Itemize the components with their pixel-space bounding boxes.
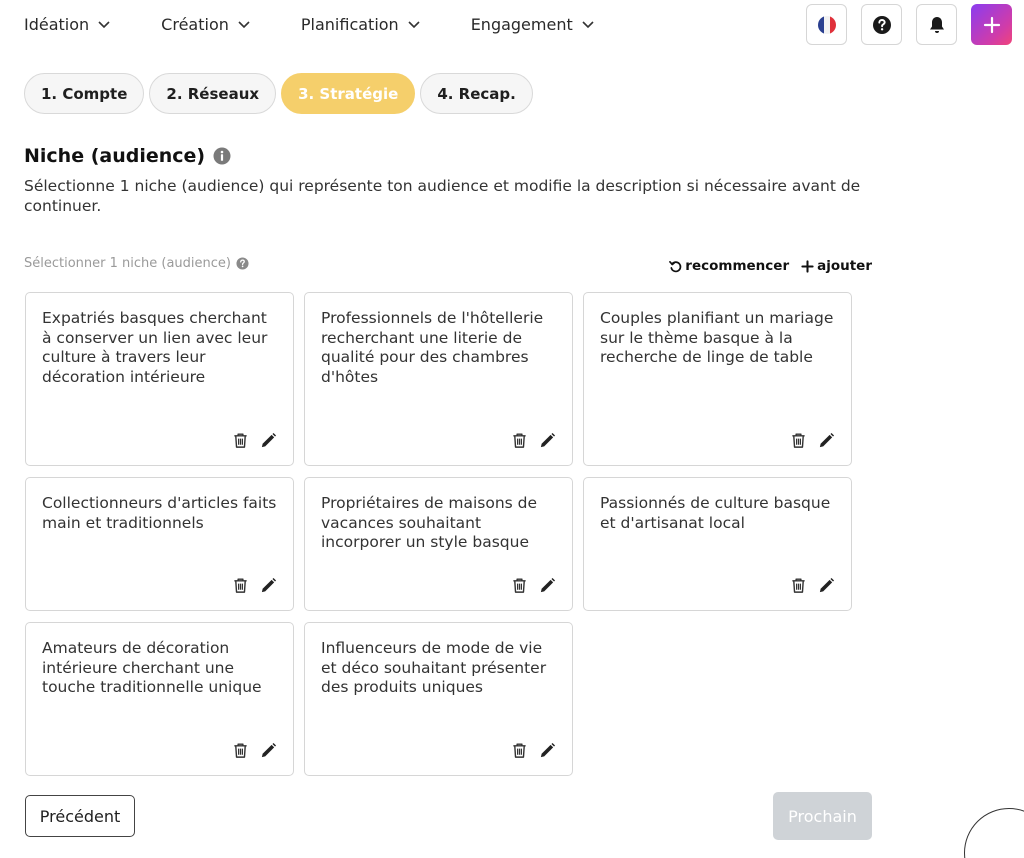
section-title-text: Niche (audience)	[24, 145, 206, 167]
top-navigation	[24, 10, 645, 38]
decorative-arc	[964, 808, 1024, 858]
notifications-button[interactable]	[916, 4, 957, 45]
niche-card[interactable]	[25, 622, 294, 776]
trash-icon	[232, 742, 249, 759]
pencil-icon	[260, 577, 277, 594]
edit-button[interactable]	[259, 741, 277, 759]
niche-card-text: Amateurs de décoration intérieure cherchant une touche traditionnelle unique	[42, 639, 262, 697]
niche-card[interactable]	[304, 292, 573, 466]
delete-button[interactable]	[510, 431, 528, 449]
stepper	[24, 73, 533, 114]
niche-card-text: Passionnés de culture basque et d'artisanat local	[600, 494, 831, 532]
delete-button[interactable]	[231, 431, 249, 449]
edit-button[interactable]	[538, 741, 556, 759]
bell-icon	[927, 15, 947, 35]
niche-card[interactable]	[304, 477, 573, 611]
help-button[interactable]	[861, 4, 902, 45]
delete-button[interactable]	[510, 576, 528, 594]
trash-icon	[511, 742, 528, 759]
niche-card[interactable]	[583, 292, 852, 466]
trash-icon	[511, 432, 528, 449]
top-actions	[806, 4, 1012, 45]
add-niche-button[interactable]	[801, 258, 872, 274]
step-strategie[interactable]: 3. Stratégie	[281, 73, 415, 114]
edit-button[interactable]	[817, 576, 835, 594]
trash-icon	[232, 577, 249, 594]
add-label: ajouter	[817, 258, 872, 274]
niche-card-text: Professionnels de l'hôtellerie recherchant une literie de qualité pour des chambres d'hôtes	[321, 309, 544, 386]
question-circle-icon[interactable]	[236, 257, 249, 270]
niche-card[interactable]	[25, 292, 294, 466]
next-button[interactable]: Prochain	[773, 792, 872, 840]
trash-icon	[790, 577, 807, 594]
step-compte[interactable]: 1. Compte	[24, 73, 144, 114]
nav-planification[interactable]	[301, 15, 421, 34]
trash-icon	[511, 577, 528, 594]
select-niche-label	[24, 256, 249, 271]
nav-ideation[interactable]	[24, 15, 111, 34]
chevron-down-icon	[237, 17, 251, 31]
france-flag-icon	[817, 15, 837, 35]
nav-engagement[interactable]	[471, 15, 595, 34]
rotate-ccw-icon	[669, 260, 682, 273]
delete-button[interactable]	[789, 431, 807, 449]
chevron-down-icon	[97, 17, 111, 31]
card-tools	[789, 431, 835, 449]
card-tools	[510, 576, 556, 594]
pencil-icon	[260, 432, 277, 449]
pencil-icon	[260, 742, 277, 759]
niche-card-text: Propriétaires de maisons de vacances souhaitant incorporer un style basque	[321, 494, 538, 552]
pencil-icon	[539, 577, 556, 594]
language-button[interactable]	[806, 4, 847, 45]
step-reseaux[interactable]: 2. Réseaux	[149, 73, 276, 114]
card-tools	[231, 431, 277, 449]
section-title	[24, 145, 231, 167]
edit-button[interactable]	[259, 431, 277, 449]
niche-card[interactable]	[25, 477, 294, 611]
nav-ideation-label: Idéation	[24, 14, 90, 34]
nav-creation[interactable]	[161, 15, 251, 34]
delete-button[interactable]	[510, 741, 528, 759]
list-actions	[669, 258, 872, 274]
niche-card[interactable]	[304, 622, 573, 776]
create-button[interactable]	[971, 4, 1012, 45]
chevron-down-icon	[407, 17, 421, 31]
plus-icon	[801, 260, 814, 273]
delete-button[interactable]	[789, 576, 807, 594]
card-tools	[510, 431, 556, 449]
chevron-down-icon	[581, 17, 595, 31]
edit-button[interactable]	[259, 576, 277, 594]
niche-card-text: Influenceurs de mode de vie et déco souhaitant présenter des produits uniques	[321, 639, 547, 697]
delete-button[interactable]	[231, 576, 249, 594]
restart-button[interactable]	[669, 258, 789, 274]
section-description: Sélectionne 1 niche (audience) qui représente ton audience et modifie la description si nécessaire avant de continuer.	[24, 177, 861, 215]
pencil-icon	[539, 742, 556, 759]
question-circle-icon	[872, 15, 892, 35]
restart-label: recommencer	[685, 258, 790, 274]
card-tools	[789, 576, 835, 594]
plus-icon	[983, 16, 1001, 34]
previous-button[interactable]: Précédent	[25, 795, 135, 837]
nav-creation-label: Création	[161, 14, 229, 34]
nav-engagement-label: Engagement	[470, 14, 573, 34]
edit-button[interactable]	[538, 431, 556, 449]
niche-card-text: Expatriés basques cherchant à conserver un lien avec leur culture à travers leur décoration intérieure	[42, 309, 268, 386]
niche-card-text: Couples planifiant un mariage sur le thème basque à la recherche de linge de table	[600, 309, 834, 367]
select-niche-label-text: Sélectionner 1 niche (audience)	[24, 256, 231, 271]
niche-card-text: Collectionneurs d'articles faits main et traditionnels	[42, 494, 277, 532]
niche-card[interactable]	[583, 477, 852, 611]
pencil-icon	[539, 432, 556, 449]
step-recap[interactable]: 4. Recap.	[420, 73, 533, 114]
delete-button[interactable]	[231, 741, 249, 759]
edit-button[interactable]	[817, 431, 835, 449]
card-tools	[510, 741, 556, 759]
nav-planification-label: Planification	[300, 14, 399, 34]
card-tools	[231, 576, 277, 594]
pencil-icon	[818, 577, 835, 594]
pencil-icon	[818, 432, 835, 449]
trash-icon	[790, 432, 807, 449]
edit-button[interactable]	[538, 576, 556, 594]
info-circle-icon[interactable]	[213, 147, 231, 165]
card-tools	[231, 741, 277, 759]
trash-icon	[232, 432, 249, 449]
